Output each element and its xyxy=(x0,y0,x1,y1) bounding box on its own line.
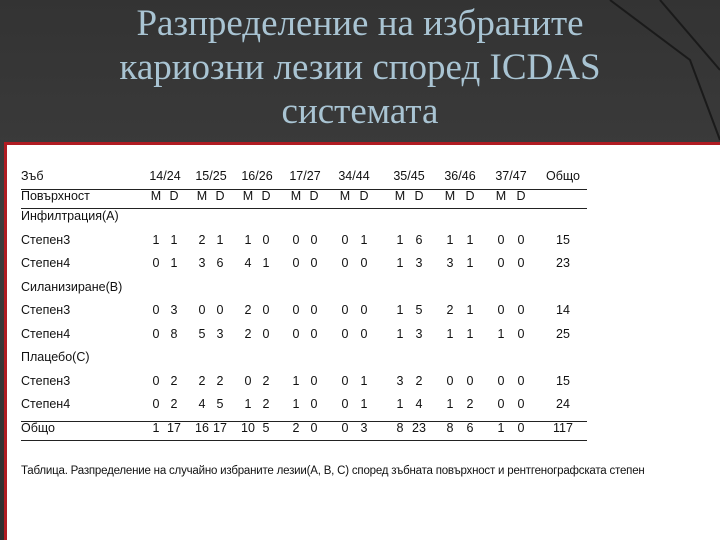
surface-cell: D xyxy=(169,189,179,203)
table-cell: 2 xyxy=(262,373,270,388)
table-cell: 17 xyxy=(167,420,181,435)
table-cell: 3 xyxy=(415,326,423,341)
table-row xyxy=(21,374,581,392)
row-label: Степен3 xyxy=(21,373,71,388)
row-label: Плацебо(C) xyxy=(21,350,90,364)
header-label-tooth: Зъб xyxy=(21,169,44,183)
table-cell: 8 xyxy=(170,326,178,341)
table-cell: 2 xyxy=(466,397,474,411)
surface-cell: D xyxy=(516,189,526,203)
group-label-row xyxy=(21,280,581,298)
table-cell: 0 xyxy=(517,326,525,341)
table-cell: 0 xyxy=(517,373,525,388)
table-cell: 6 xyxy=(216,256,224,270)
table-row xyxy=(21,256,581,274)
row-label: Инфилтрация(A) xyxy=(21,209,119,223)
table-cell: 0 xyxy=(517,256,525,270)
table-surface-row xyxy=(21,189,581,207)
surface-cell: M xyxy=(290,189,302,203)
table-cell: 0 xyxy=(497,397,505,411)
table-cell: 5 xyxy=(415,303,423,317)
table-cell: 3 xyxy=(216,326,224,341)
surface-cell: D xyxy=(309,189,319,203)
row-total: 15 xyxy=(556,232,570,247)
table-cell: 0 xyxy=(497,232,505,247)
row-label: Степен3 xyxy=(21,303,71,317)
table-cell: 0 xyxy=(310,303,318,317)
table-cell: 0 xyxy=(262,232,270,247)
header-tooth-group: 15/25 xyxy=(195,169,227,183)
table-row xyxy=(21,421,581,439)
group-label-row xyxy=(21,350,581,368)
table-cell: 0 xyxy=(292,256,300,270)
table-cell: 3 xyxy=(446,256,454,270)
table-cell: 2 xyxy=(415,373,423,388)
table-cell: 1 xyxy=(262,256,270,270)
table-cell: 1 xyxy=(466,232,474,247)
table-cell: 2 xyxy=(244,303,252,317)
table-cell: 1 xyxy=(396,256,404,270)
table-cell: 1 xyxy=(466,303,474,317)
table-cell: 1 xyxy=(152,232,160,247)
table-cell: 0 xyxy=(310,232,318,247)
table-cell: 8 xyxy=(446,420,454,435)
surface-cell: D xyxy=(465,189,475,203)
table-cell: 0 xyxy=(517,420,525,435)
surface-cell: M xyxy=(196,189,208,203)
table-cell: 0 xyxy=(466,373,474,388)
table-cell: 2 xyxy=(216,373,224,388)
table-cell: 0 xyxy=(497,373,505,388)
header-tooth-group: 36/46 xyxy=(444,169,476,183)
row-total: 24 xyxy=(556,397,570,411)
table-cell: 0 xyxy=(152,326,160,341)
row-label: Общо xyxy=(21,420,55,435)
table-cell: 0 xyxy=(310,256,318,270)
table-cell: 0 xyxy=(341,256,349,270)
total-rule-bottom xyxy=(21,440,587,441)
header-tooth-group: 14/24 xyxy=(149,169,181,183)
table-cell: 2 xyxy=(170,397,178,411)
table-cell: 1 xyxy=(396,232,404,247)
slide-title xyxy=(0,0,720,142)
table-cell: 0 xyxy=(497,303,505,317)
title-line-2: кариозни лезии според ICDAS xyxy=(119,47,601,88)
header-tooth-group: 16/26 xyxy=(241,169,273,183)
surface-cell: D xyxy=(215,189,225,203)
header-tooth-group: 34/44 xyxy=(338,169,370,183)
table-cell: 2 xyxy=(244,326,252,341)
table-cell: 0 xyxy=(497,256,505,270)
table-cell: 8 xyxy=(396,420,404,435)
surface-cell: M xyxy=(495,189,507,203)
table-cell: 2 xyxy=(198,373,206,388)
table-cell: 0 xyxy=(341,397,349,411)
table-cell: 0 xyxy=(152,397,160,411)
row-label: Силанизиране(B) xyxy=(21,279,123,294)
row-label: Степен4 xyxy=(21,397,71,411)
table-row xyxy=(21,397,581,415)
table-cell: 3 xyxy=(360,420,368,435)
table-cell: 3 xyxy=(396,373,404,388)
header-tooth-group: 37/47 xyxy=(495,169,527,183)
row-label: Степен4 xyxy=(21,326,71,341)
table-cell: 1 xyxy=(446,397,454,411)
row-label: Степен3 xyxy=(21,232,71,247)
table-cell: 1 xyxy=(152,420,160,435)
table-cell: 0 xyxy=(341,326,349,341)
surface-label: Повърхност xyxy=(21,189,90,203)
table-row xyxy=(21,327,581,345)
table-cell: 0 xyxy=(310,420,318,435)
table-cell: 1 xyxy=(446,326,454,341)
table-cell: 0 xyxy=(517,303,525,317)
table-cell: 1 xyxy=(466,256,474,270)
table-cell: 3 xyxy=(198,256,206,270)
table-cell: 1 xyxy=(396,303,404,317)
table-cell: 0 xyxy=(152,303,160,317)
table-cell: 4 xyxy=(198,397,206,411)
surface-cell: D xyxy=(414,189,424,203)
surface-cell: D xyxy=(261,189,271,203)
table-cell: 0 xyxy=(292,232,300,247)
surface-cell: M xyxy=(150,189,162,203)
table-cell: 1 xyxy=(360,397,368,411)
table-cell: 2 xyxy=(446,303,454,317)
table-header-row xyxy=(21,169,581,187)
header-tooth-group: 17/27 xyxy=(289,169,321,183)
header-total: Общо xyxy=(546,169,580,183)
table-cell: 1 xyxy=(446,232,454,247)
table-cell: 0 xyxy=(262,326,270,341)
table-cell: 6 xyxy=(466,420,474,435)
table-cell: 1 xyxy=(360,373,368,388)
table-cell: 0 xyxy=(341,420,349,435)
table-cell: 3 xyxy=(170,303,178,317)
table-cell: 1 xyxy=(497,326,505,341)
row-total: 15 xyxy=(556,373,570,388)
table-cell: 5 xyxy=(216,397,224,411)
title-line-1: Разпределение на избраните xyxy=(136,3,584,44)
table-cell: 1 xyxy=(396,326,404,341)
table-cell: 3 xyxy=(415,256,423,270)
table-cell: 1 xyxy=(292,373,300,388)
header-tooth-group: 35/45 xyxy=(393,169,425,183)
table-cell: 5 xyxy=(198,326,206,341)
table-cell: 0 xyxy=(292,326,300,341)
surface-rule xyxy=(21,208,587,209)
table-cell: 0 xyxy=(292,303,300,317)
table-cell: 6 xyxy=(415,232,423,247)
table-cell: 0 xyxy=(152,373,160,388)
table-cell: 5 xyxy=(262,420,270,435)
table-row xyxy=(21,233,581,251)
row-total: 23 xyxy=(556,256,570,270)
row-total: 25 xyxy=(556,326,570,341)
table-cell: 0 xyxy=(244,373,252,388)
surface-cell: M xyxy=(444,189,456,203)
surface-cell: M xyxy=(394,189,406,203)
table-cell: 23 xyxy=(412,420,426,435)
table-cell: 0 xyxy=(152,256,160,270)
table-cell: 2 xyxy=(170,373,178,388)
table-panel xyxy=(4,142,720,540)
table-cell: 0 xyxy=(262,303,270,317)
table-cell: 1 xyxy=(244,232,252,247)
table-cell: 0 xyxy=(360,256,368,270)
table-cell: 0 xyxy=(341,373,349,388)
table-cell: 0 xyxy=(517,397,525,411)
table-cell: 10 xyxy=(241,420,255,435)
table-cell: 0 xyxy=(310,373,318,388)
table-cell: 4 xyxy=(244,256,252,270)
table-cell: 1 xyxy=(244,397,252,411)
table-cell: 0 xyxy=(198,303,206,317)
table-cell: 2 xyxy=(198,232,206,247)
table-cell: 0 xyxy=(341,303,349,317)
row-total: 14 xyxy=(556,303,570,317)
group-label-row xyxy=(21,209,581,227)
table-cell: 0 xyxy=(446,373,454,388)
surface-cell: M xyxy=(339,189,351,203)
table-row xyxy=(21,303,581,321)
table-cell: 0 xyxy=(360,303,368,317)
table-cell: 0 xyxy=(310,397,318,411)
table-cell: 1 xyxy=(466,326,474,341)
table-cell: 1 xyxy=(396,397,404,411)
table-cell: 0 xyxy=(360,326,368,341)
table-cell: 1 xyxy=(170,256,178,270)
table-cell: 17 xyxy=(213,420,227,435)
table-cell: 2 xyxy=(262,397,270,411)
table-cell: 0 xyxy=(310,326,318,341)
table-cell: 1 xyxy=(216,232,224,247)
table-cell: 1 xyxy=(292,397,300,411)
table-cell: 4 xyxy=(415,397,423,411)
total-rule-top xyxy=(21,421,587,422)
table-cell: 1 xyxy=(170,232,178,247)
row-label: Степен4 xyxy=(21,256,71,270)
table-cell: 1 xyxy=(360,232,368,247)
table-caption: Таблица. Разпределение на случайно избраните лезии(A, B, C) според зъбната повърхност и рентгенографската степен xyxy=(21,465,645,477)
table-cell: 0 xyxy=(341,232,349,247)
surface-cell: D xyxy=(359,189,369,203)
table-cell: 0 xyxy=(517,232,525,247)
header-rule xyxy=(21,189,587,190)
table-cell: 16 xyxy=(195,420,209,435)
row-total: 117 xyxy=(553,420,573,435)
table-cell: 2 xyxy=(292,420,300,435)
table-cell: 0 xyxy=(216,303,224,317)
title-line-3: системата xyxy=(281,91,439,132)
surface-cell: M xyxy=(242,189,254,203)
table-cell: 1 xyxy=(497,420,505,435)
